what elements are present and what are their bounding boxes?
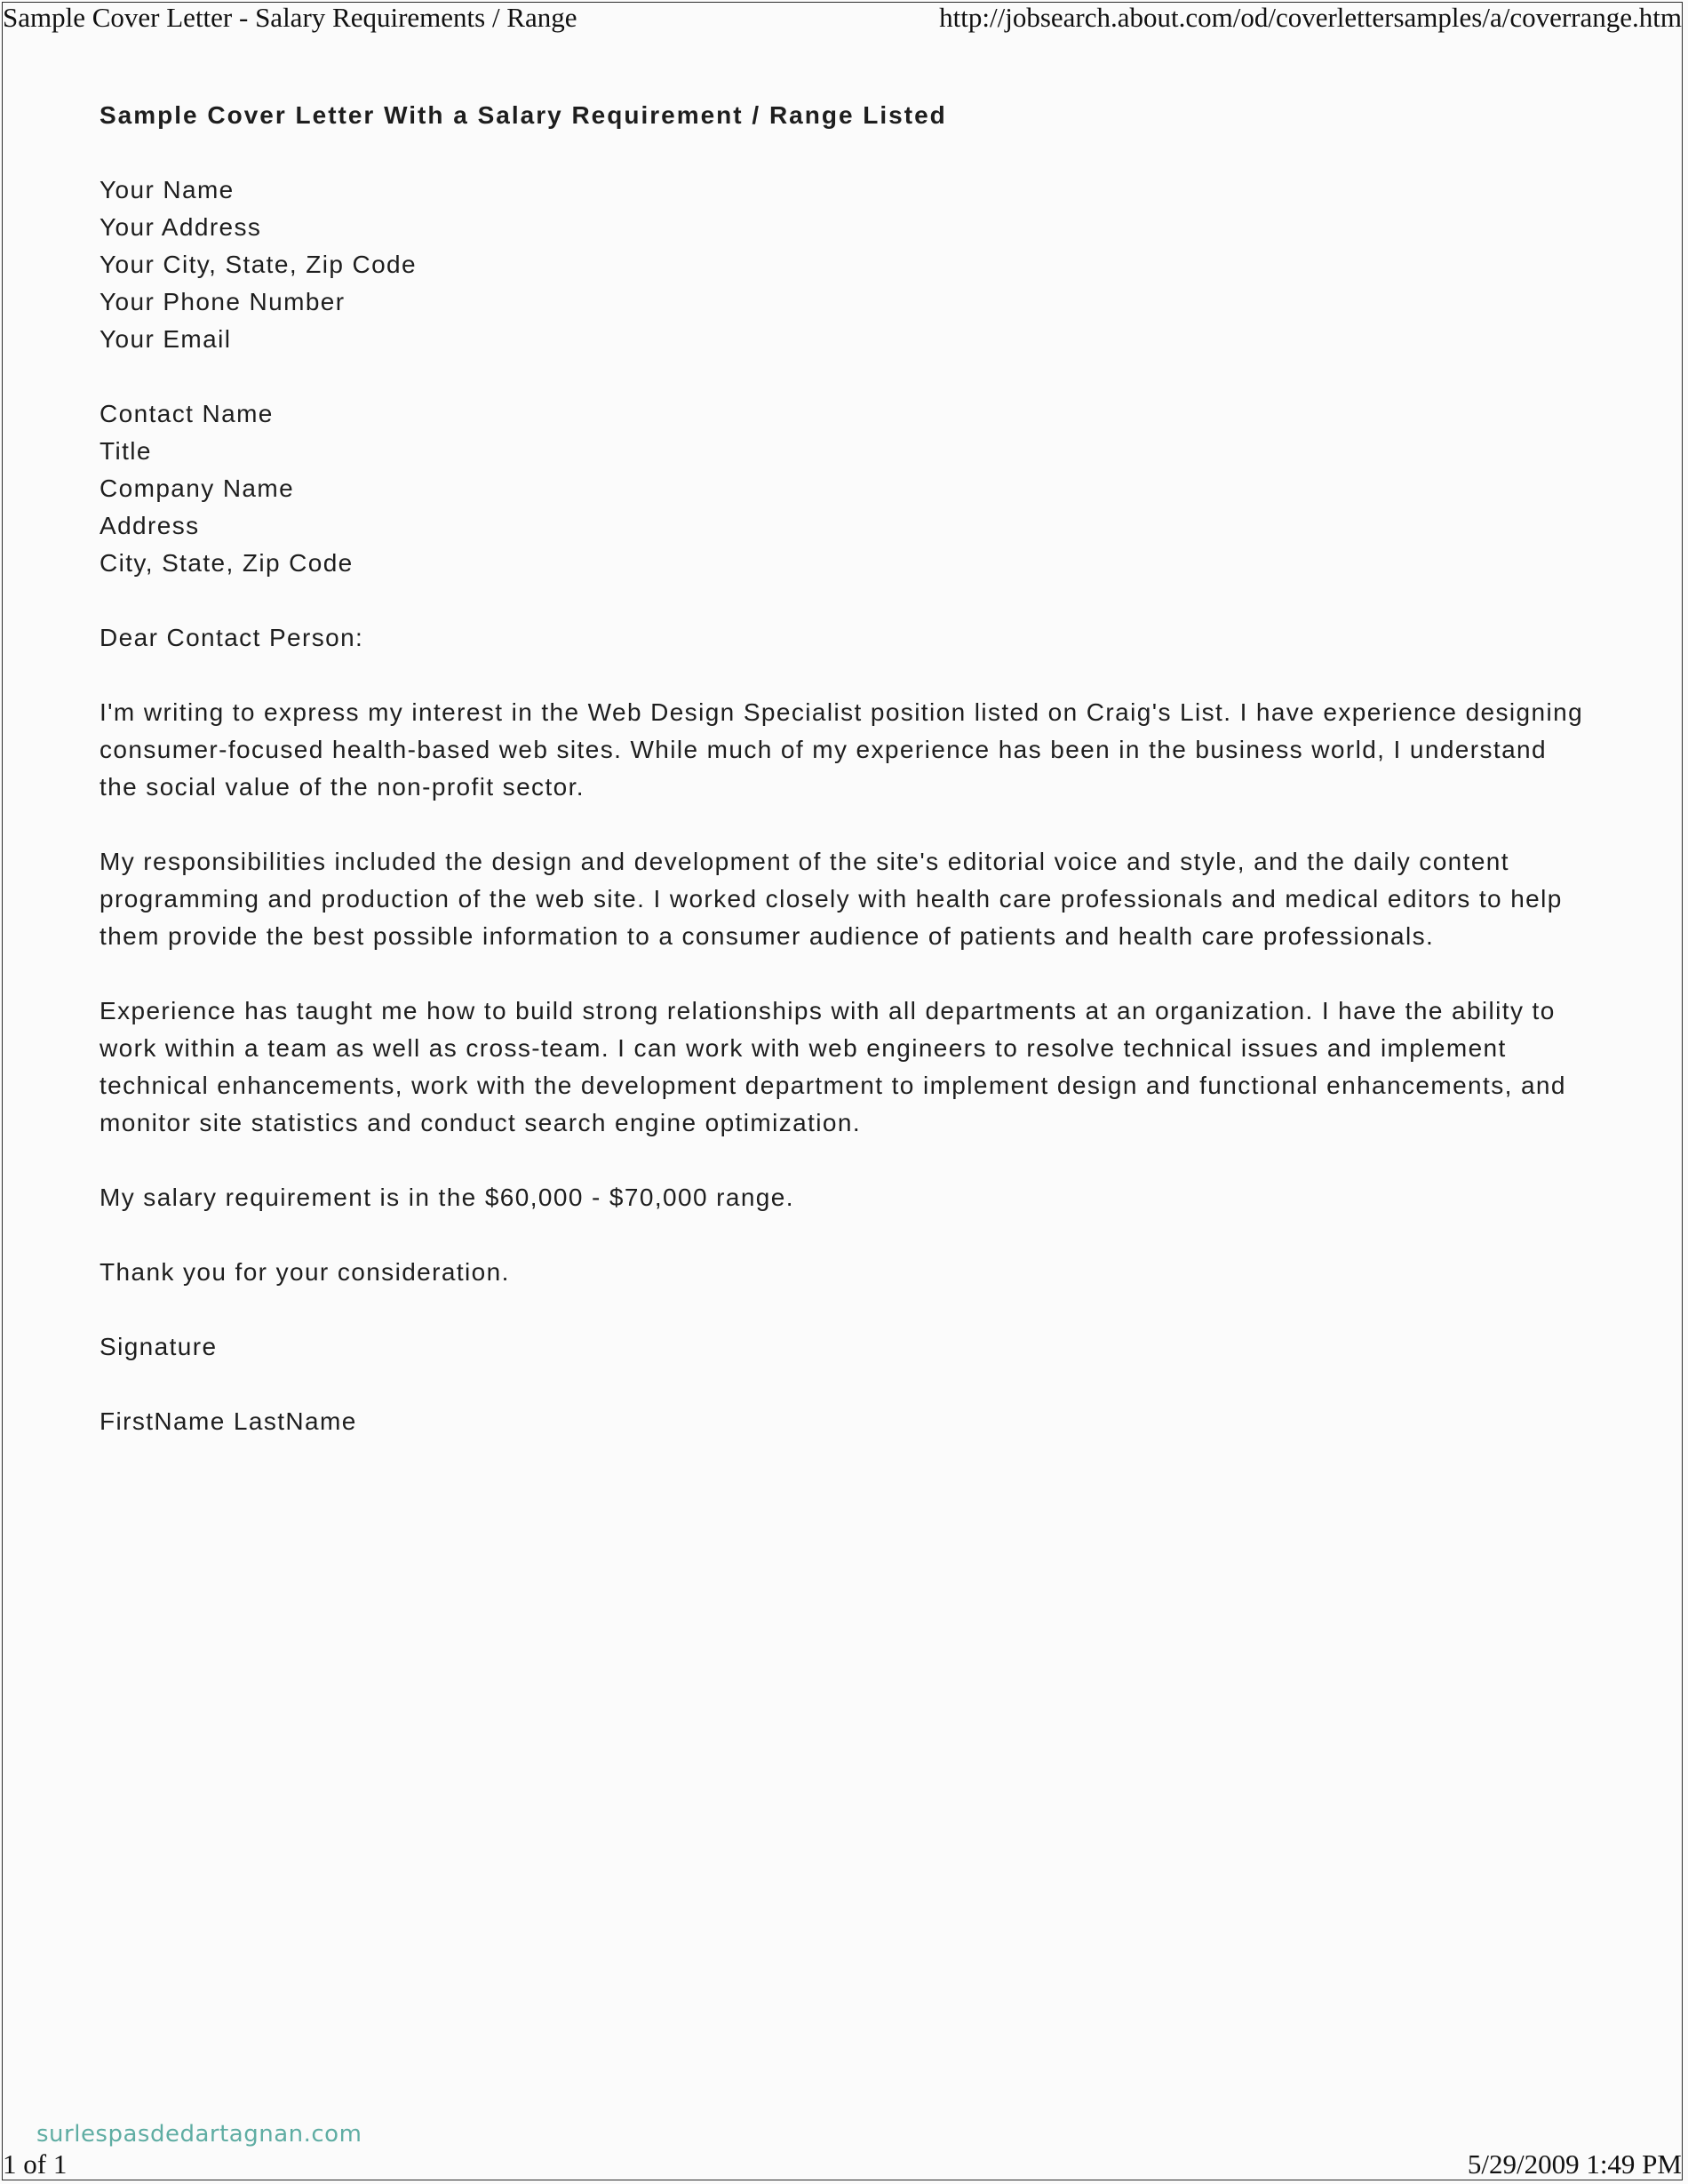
- print-header-url: http://jobsearch.about.com/od/coverlettersamples/a/coverrange.htm: [939, 2, 1682, 33]
- recipient-title: Title: [100, 437, 152, 465]
- letter-title: Sample Cover Letter With a Salary Requirement / Range Listed: [100, 101, 947, 129]
- body-paragraph-salary: My salary requirement is in the $60,000 - $70,000 range.: [100, 1184, 794, 1211]
- document-page: [2, 2, 1683, 2180]
- sender-address: Your Address: [100, 213, 262, 241]
- cover-letter: [100, 97, 1592, 1478]
- recipient-city-state-zip: City, State, Zip Code: [100, 549, 354, 577]
- signature-placeholder: Signature: [100, 1333, 218, 1360]
- print-header-title: Sample Cover Letter - Salary Requirements / Range: [3, 2, 577, 33]
- recipient-address-block: [100, 395, 1592, 582]
- sender-name: Your Name: [100, 176, 235, 203]
- sender-city-state-zip: Your City, State, Zip Code: [100, 251, 418, 278]
- signed-name: FirstName LastName: [100, 1407, 357, 1435]
- recipient-company: Company Name: [100, 474, 295, 502]
- body-paragraph-thanks: Thank you for your consideration.: [100, 1258, 510, 1286]
- page-count: 1 of 1: [3, 2148, 68, 2180]
- body-paragraph-responsibilities: My responsibilities included the design and development of the site's editorial voice and style, and the daily content programming and production of the web site. I worked closely with health care professionals and medical editors to help them provide the best possible information to a consumer audience of patients and health care professionals.: [100, 848, 1563, 950]
- recipient-address: Address: [100, 512, 200, 539]
- sender-address-block: [100, 171, 1592, 358]
- recipient-contact-name: Contact Name: [100, 400, 274, 427]
- salutation: Dear Contact Person:: [100, 624, 364, 651]
- print-timestamp: 5/29/2009 1:49 PM: [1467, 2148, 1682, 2180]
- sender-email: Your Email: [100, 325, 232, 353]
- print-footer: [3, 2149, 1682, 2180]
- watermark-logo: surlespasdedartagnan.com: [36, 2121, 362, 2148]
- body-paragraph-experience: Experience has taught me how to build strong relationships with all departments at an organization. I have the ability to work within a team as well as cross-team. I can work with web engineers to resolve technical issues and implement technical enhancements, work with the development department to implement design and functional enhancements, and monitor site statistics and conduct search engine optimization.: [100, 997, 1566, 1136]
- body-paragraph-interest: I'm writing to express my interest in the Web Design Specialist position listed on Craig's List. I have experience designing consumer-focused health-based web sites. While much of my experience has been in the business world, I understand the social value of the non-profit sector.: [100, 698, 1584, 801]
- sender-phone: Your Phone Number: [100, 288, 346, 315]
- print-header: [3, 3, 1682, 33]
